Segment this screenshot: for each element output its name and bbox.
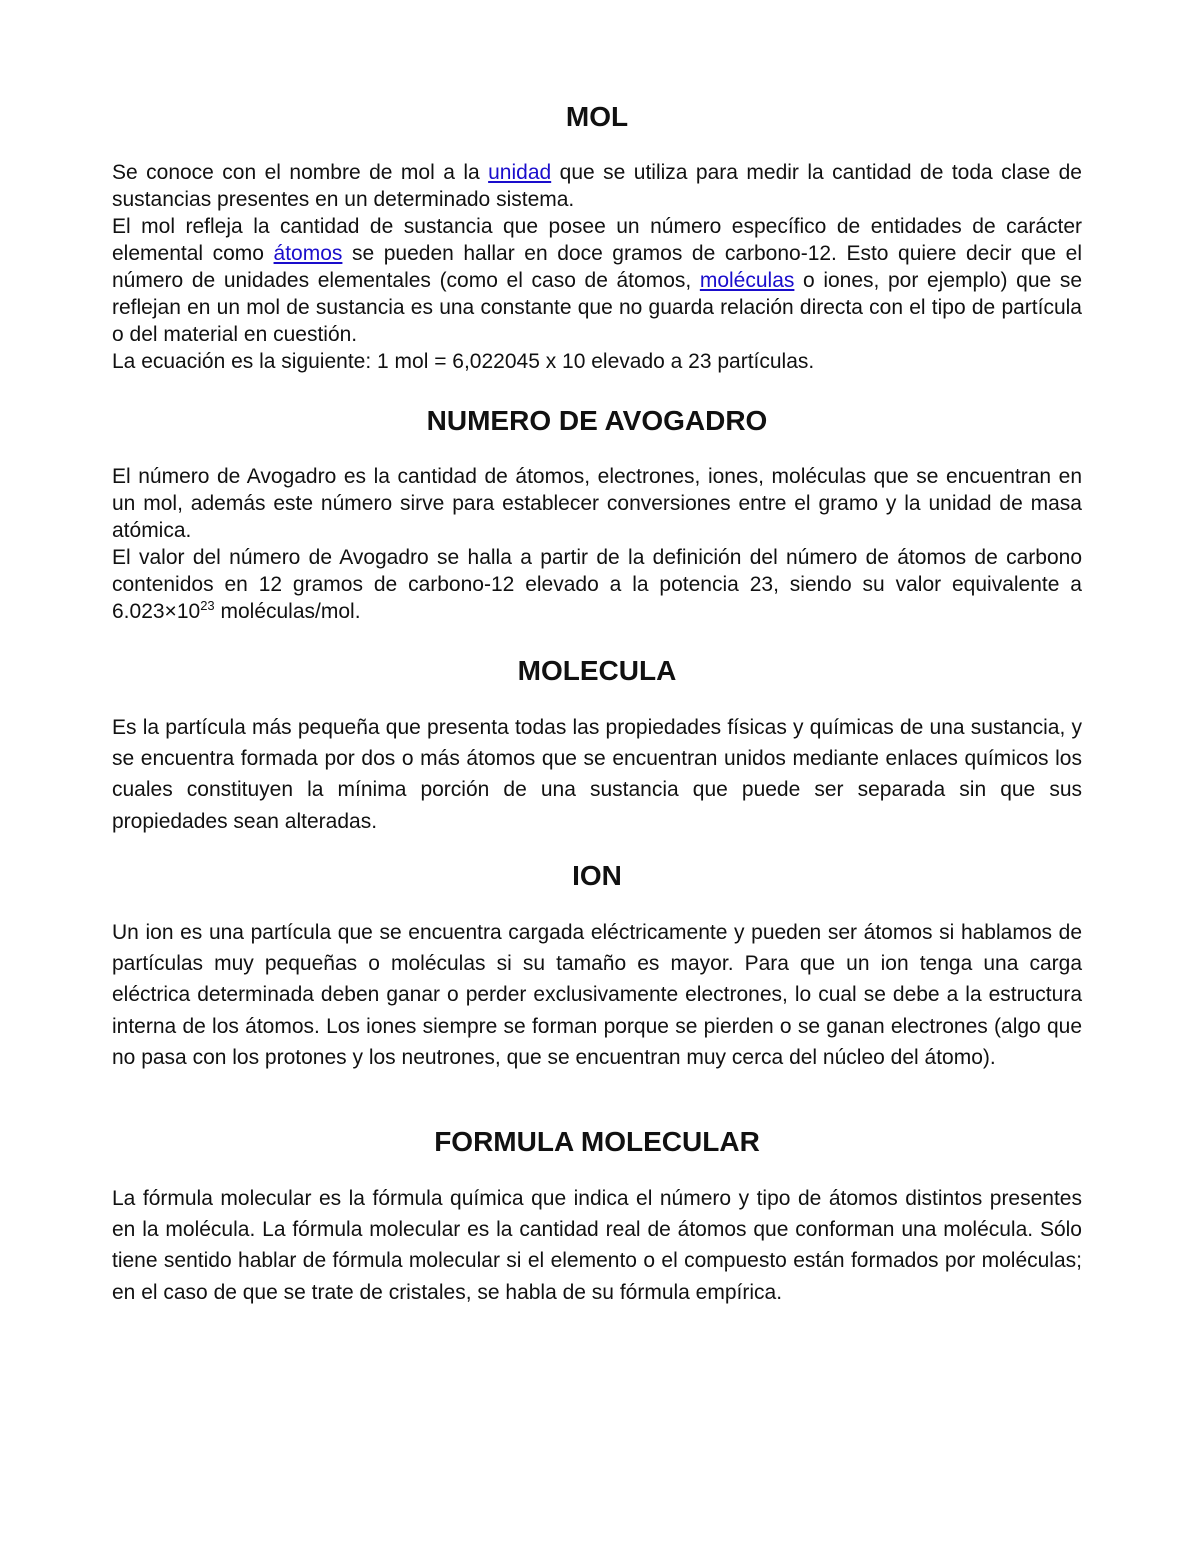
paragraph-molecula: Es la partícula más pequeña que presenta todas las propiedades físicas y químicas de una sustancia, y se encuentra formada por dos o más átomos que se encuentran unidos mediante enlaces químicos los cuales constituyen la mínima porción de una sustancia que puede ser separada sin que sus propiedades sean alteradas.	[112, 716, 1082, 833]
section-mol-text	[112, 159, 1082, 375]
link-moleculas[interactable]: moléculas	[699, 269, 795, 292]
heading-avogadro: NUMERO DE AVOGADRO	[426, 405, 768, 436]
heading-molecula: MOLECULA	[517, 655, 677, 686]
heading-formula-molecular: FORMULA MOLECULAR	[434, 1126, 760, 1157]
paragraph-mol-equation: La ecuación es la siguiente: 1 mol = 6,022045 x 10 elevado a 23 partículas.	[112, 350, 815, 373]
exponent: 23	[200, 598, 215, 613]
paragraph-avogadro-definition: El número de Avogadro es la cantidad de átomos, electrones, iones, moléculas que se encuentran en un mol, además este número sirve para establecer conversiones entre el gramo y la unidad de masa atómica.	[112, 465, 1082, 542]
paragraph-mol-description: El mol refleja la cantidad de sustancia que posee un número específico de entidades de carácter elemental como átomos se pueden hallar en doce gramos de carbono-12. Esto quiere decir que el número de unidades elementales (como el caso de átomos, moléculas o iones, por ejemplo) que se reflejan en un mol de sustancia es una constante que no guarda relación directa con el tipo de partícula o del material en cuestión.	[112, 215, 1083, 346]
paragraph-avogadro-value: El valor del número de Avogadro se halla a partir de la definición del número de átomos de carbono contenidos en 12 gramos de carbono-12 elevado a la potencia 23, siendo su valor equivalente a $6.023\times 10^{23}$ moléculas/mol.	[112, 546, 1082, 623]
paragraph-mol-definition: Se conoce con el nombre de mol a la unidad que se utiliza para medir la cantidad de toda clase de sustancias presentes en un determinado sistema.	[112, 161, 1082, 211]
section-avogadro-text	[112, 463, 1082, 625]
heading-mol: MOL	[565, 101, 629, 132]
section-molecula-text	[112, 712, 1082, 837]
link-unidad[interactable]: unidad	[488, 161, 552, 184]
paragraph-formula: La fórmula molecular es la fórmula química que indica el número y tipo de átomos distintos presentes en la molécula. La fórmula molecular es la cantidad real de átomos que conforman una molécula. Sólo tiene sentido hablar de fórmula molecular si el elemento o el compuesto están formados por moléculas; en el caso de que se trate de cristales, se habla de su fórmula empírica.	[112, 1187, 1082, 1304]
heading-ion: ION	[572, 860, 622, 891]
section-ion-text	[112, 917, 1082, 1073]
section-formula-text	[112, 1183, 1082, 1308]
link-atomos[interactable]: átomos	[273, 242, 343, 265]
paragraph-ion: Un ion es una partícula que se encuentra cargada eléctricamente y pueden ser átomos si hablamos de partículas muy pequeñas o moléculas si su tamaño es mayor. Para que un ion tenga una carga eléctrica determinada deben ganar o perder exclusivamente electrones, lo cual se debe a la estructura interna de los átomos. Los iones siempre se forman porque se pierden o se ganan electrones (algo que no pasa con los protones y los neutrones, que se encuentran muy cerca del núcleo del átomo).	[112, 921, 1082, 1069]
